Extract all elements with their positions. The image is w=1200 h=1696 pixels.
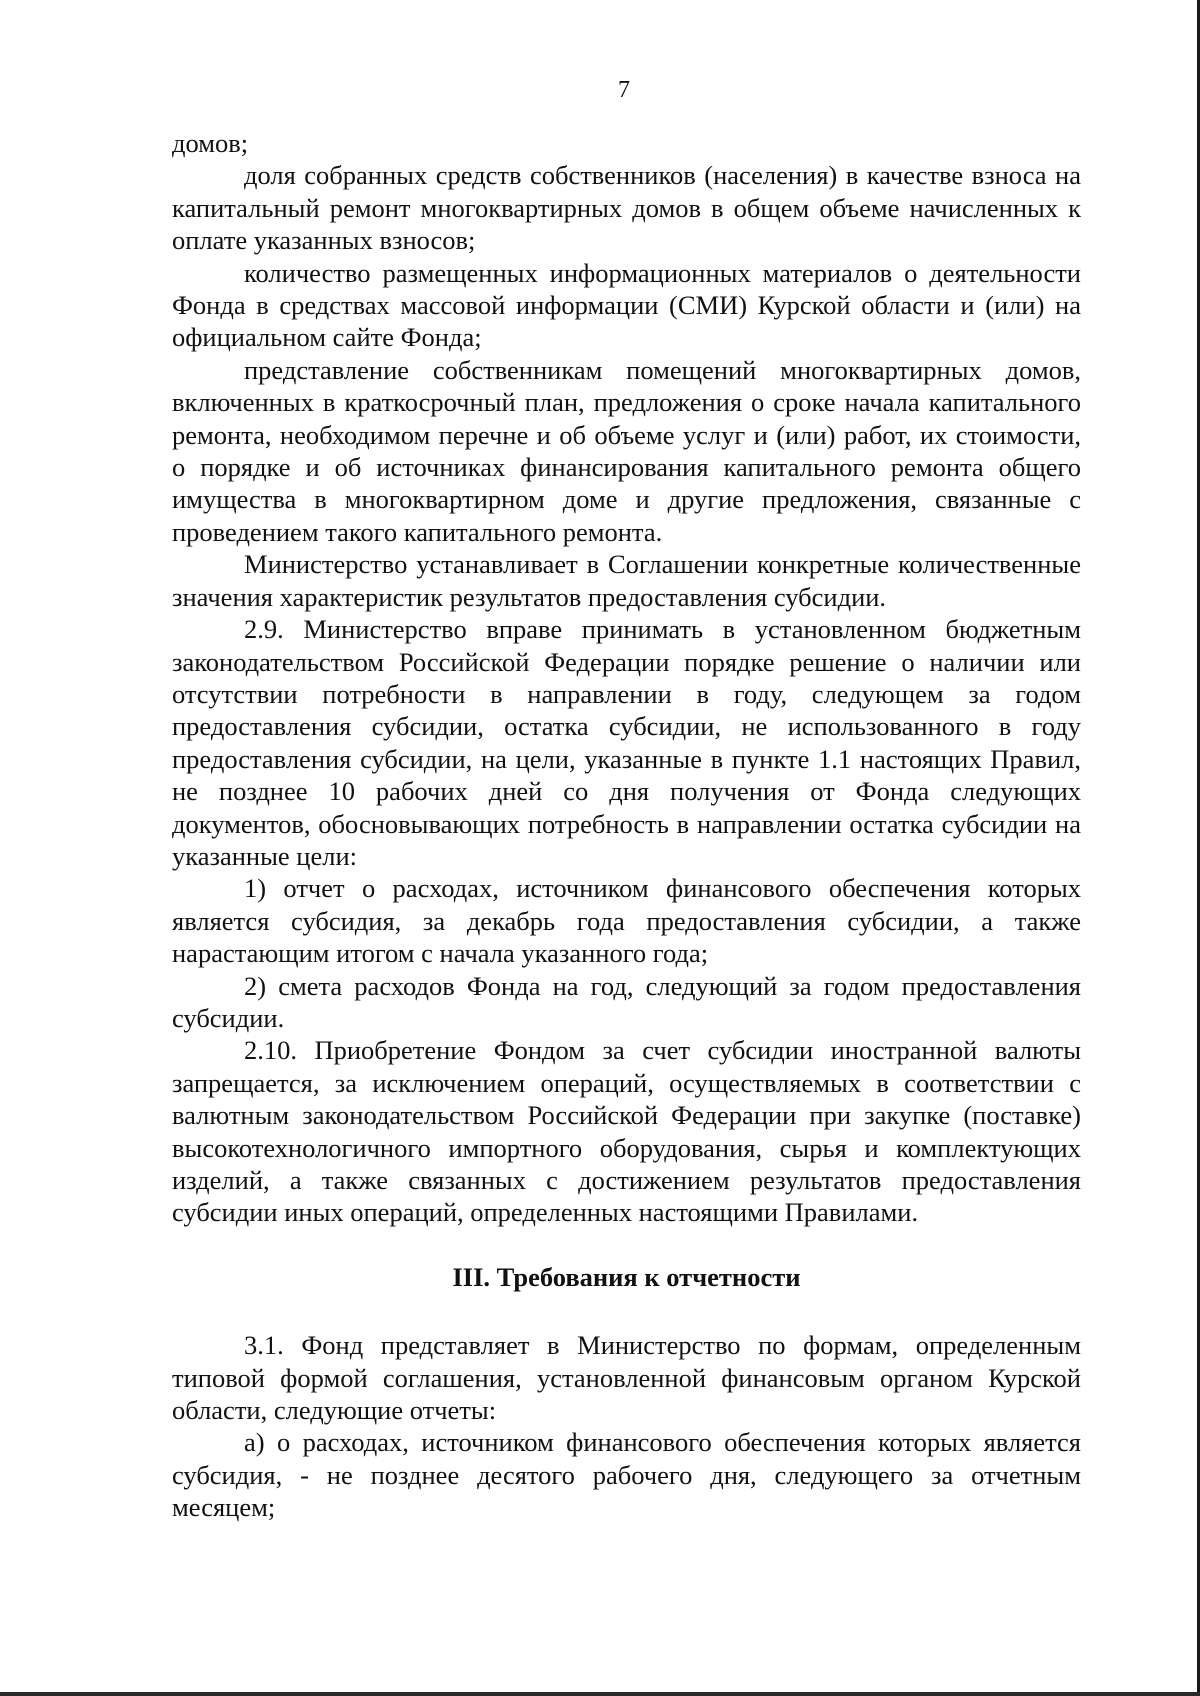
paragraph-3-1: 3.1. Фонд представляет в Министерство по формам, определенным типовой формой соглашения, установленной финансовым органом Курской области, следующие отчеты: bbox=[172, 1330, 1081, 1426]
paragraph-owners-proposals: представление собственникам помещений многоквартирных домов, включенных в краткосрочный план, предложения о сроке начала капитального ремонта, необходимом перечне и об объеме услуг и (или) работ, их стоимости, о порядке и об источниках финансирования капитального ремонта общего имущества в многоквартирном доме и другие предложения, связанные с проведением такого капитального ремонта. bbox=[172, 354, 1081, 547]
paragraph-2-9: 2.9. Министерство вправе принимать в установленном бюджетным законодательством Российской Федерации порядке решение о наличии или отсутствии потребности в направлении в году, следующем за годом предоставления субсидии, остатка субсидии, не использованного в году предоставления субсидии, на цели, указанные в пункте 1.1 настоящих Правил, не позднее 10 рабочих дней со дня получения от Фонда следующих документов, обосновывающих потребность в направлении остатка субсидии на указанные цели: bbox=[172, 614, 1081, 871]
paragraph-2-9-item-1: 1) отчет о расходах, источником финансового обеспечения которых является субсидия, за декабрь года предоставления субсидии, а также нарастающим итогом с начала указанного года; bbox=[172, 873, 1081, 969]
paragraph-ministry-sets-values: Министерство устанавливает в Соглашении конкретные количественные значения характеристик результатов предоставления субсидии. bbox=[172, 549, 1081, 612]
paragraph-continuation: домов; bbox=[172, 128, 249, 158]
paragraph-media-materials: количество размещенных информационных материалов о деятельности Фонда в средствах массовой информации (СМИ) Курской области и (или) на официальном сайте Фонда; bbox=[172, 257, 1081, 353]
paragraph-2-10: 2.10. Приобретение Фондом за счет субсидии иностранной валюты запрещается, за исключением операций, осуществляемых в соответствии с валютным законодательством Российской Федерации при закупке (поставке) высокотехнологичного импортного оборудования, сырья и комплектующих изделий, а также связанных с достижением результатов предоставления субсидии иных операций, определенных настоящими Правилами. bbox=[172, 1035, 1081, 1228]
paragraph-owners-funds-share: доля собранных средств собственников (населения) в качестве взноса на капитальный ремонт многоквартирных домов в общем объеме начисленных к оплате указанных взносов; bbox=[172, 160, 1081, 256]
page-number: 7 bbox=[618, 77, 630, 103]
paragraph-2-9-item-2: 2) смета расходов Фонда на год, следующий за годом предоставления субсидии. bbox=[172, 970, 1081, 1033]
paragraph-3-1-item-a: а) о расходах, источником финансового обеспечения которых является субсидия, - не позднее десятого рабочего дня, следующего за отчетным месяцем; bbox=[172, 1427, 1081, 1523]
scan-edge-bottom bbox=[0, 1692, 1200, 1696]
section-heading: III. Требования к отчетности bbox=[452, 1261, 801, 1292]
document-body bbox=[172, 127, 1081, 1524]
